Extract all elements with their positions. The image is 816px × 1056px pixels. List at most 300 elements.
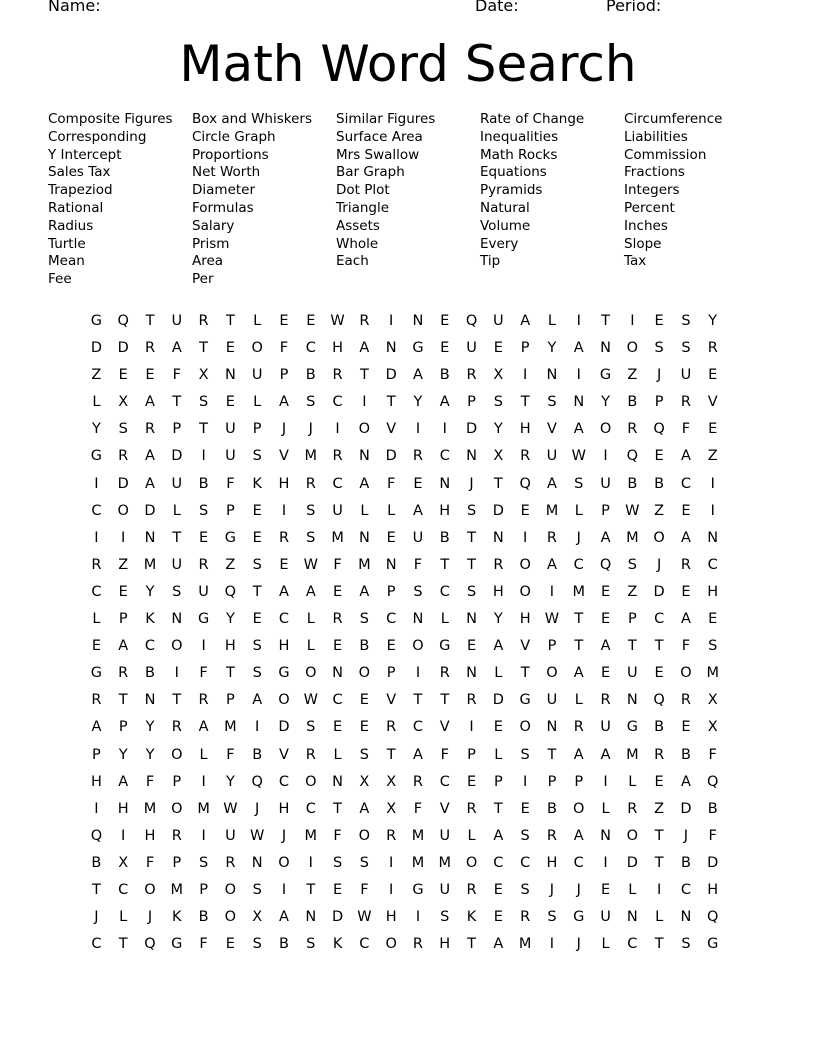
- grid-letter[interactable]: L: [172, 502, 181, 519]
- grid-letter[interactable]: O: [599, 421, 612, 438]
- grid-letter[interactable]: T: [467, 936, 476, 953]
- grid-letter[interactable]: P: [601, 502, 610, 519]
- grid-letter[interactable]: R: [359, 313, 370, 329]
- grid-letter[interactable]: B: [145, 665, 155, 682]
- grid-letter[interactable]: S: [627, 556, 637, 573]
- grid-letter[interactable]: K: [172, 909, 182, 926]
- grid-letter[interactable]: L: [655, 909, 664, 926]
- grid-letter[interactable]: U: [198, 583, 209, 600]
- grid-letter[interactable]: R: [144, 340, 156, 357]
- grid-letter[interactable]: U: [171, 313, 183, 329]
- grid-letter[interactable]: R: [412, 773, 423, 790]
- grid-letter[interactable]: O: [519, 583, 531, 600]
- grid-letter[interactable]: R: [680, 394, 691, 411]
- grid-letter[interactable]: S: [708, 638, 718, 655]
- grid-letter[interactable]: E: [466, 638, 477, 655]
- grid-letter[interactable]: L: [601, 936, 610, 953]
- grid-letter[interactable]: F: [145, 773, 155, 790]
- grid-letter[interactable]: Z: [627, 583, 638, 600]
- grid-letter[interactable]: L: [601, 800, 610, 817]
- grid-letter[interactable]: P: [199, 881, 208, 898]
- grid-letter[interactable]: N: [466, 665, 477, 682]
- grid-letter[interactable]: E: [681, 502, 691, 519]
- grid-letter[interactable]: E: [279, 556, 289, 573]
- grid-letter[interactable]: E: [440, 340, 450, 357]
- grid-letter[interactable]: U: [439, 881, 451, 898]
- grid-letter[interactable]: Y: [601, 394, 610, 411]
- grid-letter[interactable]: C: [332, 394, 343, 411]
- grid-letter[interactable]: J: [656, 367, 662, 384]
- grid-letter[interactable]: W: [250, 827, 265, 844]
- grid-letter[interactable]: R: [386, 719, 397, 736]
- grid-letter[interactable]: D: [117, 475, 129, 492]
- grid-letter[interactable]: V: [707, 394, 718, 411]
- grid-letter[interactable]: T: [547, 746, 557, 763]
- grid-letter[interactable]: J: [656, 556, 662, 573]
- grid-letter[interactable]: I: [656, 881, 662, 898]
- grid-letter[interactable]: I: [549, 583, 555, 600]
- grid-letter[interactable]: Y: [493, 421, 503, 438]
- grid-letter[interactable]: B: [198, 909, 209, 926]
- grid-letter[interactable]: M: [572, 583, 585, 600]
- grid-letter[interactable]: R: [305, 475, 316, 492]
- grid-letter[interactable]: I: [710, 502, 715, 519]
- grid-letter[interactable]: M: [438, 854, 452, 871]
- grid-letter[interactable]: C: [144, 638, 156, 655]
- grid-letter[interactable]: B: [680, 746, 691, 763]
- grid-letter[interactable]: R: [278, 529, 290, 546]
- grid-letter[interactable]: P: [279, 367, 289, 384]
- grid-letter[interactable]: S: [654, 340, 664, 357]
- grid-letter[interactable]: O: [278, 854, 290, 871]
- grid-letter[interactable]: U: [466, 340, 477, 357]
- grid-letter[interactable]: F: [386, 475, 396, 492]
- grid-letter[interactable]: R: [91, 556, 102, 573]
- grid-letter[interactable]: E: [681, 719, 691, 736]
- grid-letter[interactable]: P: [226, 692, 235, 709]
- grid-letter[interactable]: M: [411, 827, 425, 844]
- grid-letter[interactable]: F: [226, 746, 235, 763]
- grid-letter[interactable]: S: [198, 502, 209, 519]
- grid-letter[interactable]: R: [171, 719, 182, 736]
- grid-letter[interactable]: T: [145, 313, 155, 329]
- grid-letter[interactable]: I: [523, 529, 528, 546]
- grid-letter[interactable]: J: [576, 529, 581, 546]
- grid-letter[interactable]: B: [279, 936, 289, 953]
- grid-letter[interactable]: T: [520, 394, 530, 411]
- grid-letter[interactable]: A: [573, 665, 584, 682]
- grid-letter[interactable]: N: [546, 367, 558, 384]
- grid-letter[interactable]: J: [469, 475, 474, 492]
- grid-letter[interactable]: R: [466, 367, 477, 384]
- grid-letter[interactable]: A: [600, 746, 611, 763]
- grid-letter[interactable]: M: [358, 556, 371, 573]
- grid-letter[interactable]: L: [467, 827, 476, 844]
- grid-letter[interactable]: C: [439, 583, 450, 600]
- grid-letter[interactable]: H: [707, 881, 719, 898]
- grid-letter[interactable]: S: [520, 881, 530, 898]
- grid-letter[interactable]: Q: [144, 936, 156, 953]
- grid-letter[interactable]: I: [201, 638, 206, 655]
- grid-letter[interactable]: E: [225, 394, 235, 411]
- grid-letter[interactable]: G: [90, 665, 103, 682]
- grid-letter[interactable]: I: [335, 421, 340, 438]
- grid-letter[interactable]: L: [440, 611, 449, 628]
- grid-letter[interactable]: E: [654, 448, 664, 465]
- grid-letter[interactable]: S: [252, 881, 262, 898]
- grid-letter[interactable]: Q: [519, 475, 531, 492]
- grid-letter[interactable]: F: [440, 746, 449, 763]
- grid-letter[interactable]: R: [466, 800, 477, 817]
- grid-letter[interactable]: O: [278, 692, 290, 709]
- grid-letter[interactable]: V: [386, 421, 397, 438]
- grid-letter[interactable]: I: [121, 529, 126, 546]
- grid-letter[interactable]: R: [654, 746, 665, 763]
- grid-letter[interactable]: C: [520, 854, 531, 871]
- grid-letter[interactable]: V: [546, 421, 557, 438]
- grid-letter[interactable]: C: [680, 475, 691, 492]
- grid-letter[interactable]: G: [90, 448, 103, 465]
- grid-letter[interactable]: S: [547, 394, 557, 411]
- grid-letter[interactable]: U: [546, 448, 558, 465]
- grid-letter[interactable]: A: [279, 909, 289, 926]
- grid-letter[interactable]: Q: [653, 692, 665, 709]
- grid-letter[interactable]: I: [469, 719, 474, 736]
- grid-letter[interactable]: C: [654, 611, 665, 628]
- grid-letter[interactable]: D: [144, 502, 156, 519]
- grid-letter[interactable]: T: [654, 638, 664, 655]
- grid-letter[interactable]: S: [547, 909, 557, 926]
- grid-letter[interactable]: B: [252, 746, 263, 763]
- grid-letter[interactable]: D: [385, 367, 397, 384]
- grid-letter[interactable]: Z: [118, 556, 129, 573]
- grid-letter[interactable]: N: [600, 340, 611, 357]
- grid-letter[interactable]: Q: [707, 909, 719, 926]
- grid-letter[interactable]: N: [385, 340, 397, 357]
- grid-letter[interactable]: S: [306, 394, 316, 411]
- grid-letter[interactable]: H: [278, 638, 290, 655]
- grid-letter[interactable]: A: [279, 394, 289, 411]
- grid-letter[interactable]: C: [573, 854, 584, 871]
- grid-letter[interactable]: R: [680, 556, 691, 573]
- grid-letter[interactable]: A: [520, 313, 531, 329]
- grid-letter[interactable]: P: [467, 394, 476, 411]
- grid-letter[interactable]: T: [574, 611, 584, 628]
- grid-letter[interactable]: T: [654, 827, 664, 844]
- grid-letter[interactable]: M: [331, 529, 344, 546]
- grid-letter[interactable]: I: [549, 936, 555, 953]
- grid-letter[interactable]: O: [519, 719, 531, 736]
- grid-letter[interactable]: U: [546, 692, 558, 709]
- grid-letter[interactable]: T: [118, 936, 128, 953]
- grid-letter[interactable]: N: [412, 313, 424, 329]
- grid-letter[interactable]: L: [494, 665, 503, 682]
- grid-letter[interactable]: A: [145, 448, 155, 465]
- grid-letter[interactable]: A: [145, 394, 155, 411]
- grid-letter[interactable]: Q: [465, 313, 478, 329]
- grid-letter[interactable]: N: [626, 909, 638, 926]
- grid-letter[interactable]: N: [412, 611, 424, 628]
- grid-letter[interactable]: N: [680, 909, 692, 926]
- grid-letter[interactable]: R: [144, 421, 156, 438]
- grid-letter[interactable]: O: [680, 665, 692, 682]
- grid-letter[interactable]: V: [520, 638, 531, 655]
- grid-letter[interactable]: A: [279, 583, 289, 600]
- grid-letter[interactable]: I: [415, 665, 421, 682]
- grid-letter[interactable]: S: [440, 909, 450, 926]
- grid-letter[interactable]: R: [412, 936, 423, 953]
- grid-letter[interactable]: H: [144, 827, 156, 844]
- grid-letter[interactable]: I: [523, 773, 528, 790]
- grid-letter[interactable]: D: [626, 854, 638, 871]
- grid-letter[interactable]: T: [467, 529, 476, 546]
- grid-letter[interactable]: C: [386, 611, 397, 628]
- grid-letter[interactable]: I: [94, 475, 99, 492]
- grid-letter[interactable]: L: [360, 502, 369, 519]
- grid-letter[interactable]: A: [359, 475, 370, 492]
- grid-letter[interactable]: E: [359, 692, 369, 709]
- grid-letter[interactable]: R: [118, 448, 129, 465]
- grid-letter[interactable]: T: [413, 692, 423, 709]
- grid-letter[interactable]: C: [91, 936, 102, 953]
- grid-letter[interactable]: T: [601, 313, 610, 329]
- grid-letter[interactable]: D: [492, 502, 504, 519]
- grid-letter[interactable]: R: [627, 800, 638, 817]
- grid-letter[interactable]: I: [389, 881, 394, 898]
- grid-letter[interactable]: F: [708, 746, 717, 763]
- grid-letter[interactable]: Y: [413, 394, 423, 411]
- grid-letter[interactable]: S: [306, 936, 316, 953]
- grid-letter[interactable]: B: [546, 800, 557, 817]
- grid-letter[interactable]: A: [573, 746, 584, 763]
- grid-letter[interactable]: T: [520, 665, 530, 682]
- grid-letter[interactable]: R: [332, 448, 343, 465]
- grid-letter[interactable]: T: [574, 638, 584, 655]
- grid-letter[interactable]: U: [171, 556, 183, 573]
- grid-letter[interactable]: T: [225, 313, 235, 329]
- grid-letter[interactable]: C: [680, 881, 691, 898]
- grid-letter[interactable]: P: [118, 719, 128, 736]
- grid-letter[interactable]: F: [413, 556, 423, 573]
- grid-letter[interactable]: B: [707, 800, 718, 817]
- grid-letter[interactable]: S: [306, 502, 316, 519]
- grid-letter[interactable]: O: [573, 800, 585, 817]
- grid-letter[interactable]: E: [654, 773, 664, 790]
- grid-letter[interactable]: C: [707, 556, 718, 573]
- grid-letter[interactable]: D: [465, 421, 478, 438]
- grid-letter[interactable]: C: [91, 502, 102, 519]
- grid-letter[interactable]: M: [304, 827, 318, 844]
- grid-letter[interactable]: M: [143, 556, 157, 573]
- grid-letter[interactable]: A: [680, 529, 691, 546]
- grid-letter[interactable]: C: [439, 773, 450, 790]
- grid-letter[interactable]: Q: [653, 421, 665, 438]
- grid-letter[interactable]: P: [118, 611, 128, 628]
- grid-letter[interactable]: S: [466, 502, 477, 519]
- grid-letter[interactable]: N: [224, 367, 236, 384]
- grid-letter[interactable]: N: [492, 529, 504, 546]
- grid-letter[interactable]: G: [707, 936, 719, 953]
- grid-letter[interactable]: X: [386, 800, 397, 817]
- grid-letter[interactable]: O: [653, 529, 665, 546]
- grid-letter[interactable]: E: [440, 313, 450, 329]
- grid-letter[interactable]: A: [305, 583, 316, 600]
- grid-letter[interactable]: P: [386, 583, 396, 600]
- grid-letter[interactable]: Z: [225, 556, 236, 573]
- grid-letter[interactable]: E: [359, 719, 369, 736]
- grid-letter[interactable]: R: [520, 448, 531, 465]
- grid-letter[interactable]: B: [439, 529, 450, 546]
- grid-letter[interactable]: C: [332, 475, 343, 492]
- grid-letter[interactable]: R: [305, 746, 316, 763]
- grid-letter[interactable]: S: [681, 936, 691, 953]
- grid-letter[interactable]: G: [278, 665, 290, 682]
- grid-letter[interactable]: L: [306, 611, 315, 628]
- grid-letter[interactable]: H: [546, 854, 558, 871]
- grid-letter[interactable]: M: [626, 746, 639, 763]
- grid-letter[interactable]: E: [332, 881, 343, 898]
- grid-letter[interactable]: N: [144, 692, 156, 709]
- grid-letter[interactable]: O: [171, 800, 183, 817]
- grid-letter[interactable]: E: [252, 529, 262, 546]
- grid-letter[interactable]: S: [252, 556, 262, 573]
- grid-letter[interactable]: T: [172, 692, 182, 709]
- grid-letter[interactable]: H: [90, 773, 102, 790]
- grid-letter[interactable]: Q: [117, 313, 129, 329]
- grid-letter[interactable]: E: [252, 611, 262, 628]
- grid-letter[interactable]: S: [520, 827, 530, 844]
- grid-letter[interactable]: B: [627, 475, 638, 492]
- grid-letter[interactable]: E: [466, 773, 477, 790]
- grid-letter[interactable]: Z: [654, 502, 665, 519]
- grid-letter[interactable]: G: [412, 340, 424, 357]
- grid-letter[interactable]: T: [91, 881, 101, 898]
- grid-letter[interactable]: A: [600, 638, 611, 655]
- grid-letter[interactable]: I: [281, 502, 287, 519]
- grid-letter[interactable]: K: [252, 475, 262, 492]
- grid-letter[interactable]: X: [707, 719, 718, 736]
- grid-letter[interactable]: R: [573, 719, 584, 736]
- grid-letter[interactable]: D: [492, 692, 504, 709]
- grid-letter[interactable]: E: [332, 719, 343, 736]
- grid-letter[interactable]: E: [279, 313, 289, 329]
- grid-letter[interactable]: O: [358, 665, 371, 682]
- grid-letter[interactable]: T: [118, 692, 128, 709]
- grid-letter[interactable]: J: [281, 827, 287, 844]
- grid-letter[interactable]: G: [573, 909, 585, 926]
- grid-letter[interactable]: E: [225, 936, 235, 953]
- grid-letter[interactable]: A: [573, 421, 584, 438]
- grid-letter[interactable]: F: [333, 827, 342, 844]
- grid-letter[interactable]: E: [681, 583, 691, 600]
- grid-letter[interactable]: T: [306, 881, 316, 898]
- grid-letter[interactable]: N: [358, 448, 370, 465]
- grid-letter[interactable]: M: [304, 448, 318, 465]
- grid-letter[interactable]: A: [680, 611, 691, 628]
- grid-letter[interactable]: Q: [626, 448, 639, 465]
- grid-letter[interactable]: T: [627, 638, 637, 655]
- grid-letter[interactable]: Q: [251, 773, 263, 790]
- grid-letter[interactable]: T: [440, 556, 450, 573]
- grid-letter[interactable]: I: [389, 854, 394, 871]
- grid-letter[interactable]: R: [412, 448, 423, 465]
- grid-letter[interactable]: T: [252, 583, 262, 600]
- grid-letter[interactable]: O: [546, 665, 558, 682]
- grid-letter[interactable]: C: [278, 611, 290, 628]
- grid-letter[interactable]: A: [413, 367, 423, 384]
- grid-letter[interactable]: G: [519, 692, 531, 709]
- grid-letter[interactable]: P: [172, 421, 182, 438]
- grid-letter[interactable]: E: [386, 529, 396, 546]
- grid-letter[interactable]: L: [92, 394, 101, 411]
- grid-letter[interactable]: S: [252, 665, 262, 682]
- grid-letter[interactable]: H: [439, 936, 451, 953]
- grid-letter[interactable]: U: [171, 475, 183, 492]
- grid-letter[interactable]: A: [359, 583, 370, 600]
- grid-letter[interactable]: J: [576, 936, 581, 953]
- grid-letter[interactable]: Y: [225, 611, 235, 628]
- grid-letter[interactable]: A: [118, 638, 129, 655]
- grid-letter[interactable]: L: [333, 746, 342, 763]
- grid-letter[interactable]: A: [600, 529, 611, 546]
- grid-letter[interactable]: E: [493, 881, 503, 898]
- grid-letter[interactable]: S: [413, 583, 423, 600]
- grid-letter[interactable]: T: [654, 936, 664, 953]
- grid-letter[interactable]: U: [600, 475, 611, 492]
- grid-letter[interactable]: C: [332, 692, 343, 709]
- grid-letter[interactable]: Z: [91, 367, 102, 384]
- grid-letter[interactable]: E: [600, 583, 611, 600]
- grid-letter[interactable]: T: [333, 800, 342, 817]
- grid-letter[interactable]: U: [251, 367, 263, 384]
- grid-letter[interactable]: R: [332, 367, 343, 384]
- grid-letter[interactable]: Y: [145, 719, 155, 736]
- grid-letter[interactable]: W: [357, 909, 372, 926]
- grid-letter[interactable]: P: [92, 746, 101, 763]
- grid-letter[interactable]: S: [681, 313, 691, 329]
- grid-letter[interactable]: B: [91, 854, 102, 871]
- grid-letter[interactable]: F: [681, 421, 691, 438]
- grid-letter[interactable]: I: [255, 719, 260, 736]
- grid-letter[interactable]: B: [305, 367, 316, 384]
- grid-letter[interactable]: I: [603, 448, 608, 465]
- grid-letter[interactable]: A: [359, 800, 370, 817]
- grid-letter[interactable]: E: [520, 800, 530, 817]
- grid-letter[interactable]: H: [439, 502, 451, 519]
- grid-letter[interactable]: Z: [654, 800, 665, 817]
- grid-letter[interactable]: S: [252, 638, 262, 655]
- grid-letter[interactable]: A: [171, 340, 182, 357]
- grid-letter[interactable]: C: [305, 340, 316, 357]
- grid-letter[interactable]: Y: [145, 583, 155, 600]
- grid-letter[interactable]: B: [439, 367, 450, 384]
- grid-letter[interactable]: W: [625, 502, 640, 519]
- grid-letter[interactable]: O: [251, 340, 263, 357]
- grid-letter[interactable]: M: [411, 854, 425, 871]
- grid-letter[interactable]: Q: [90, 827, 103, 844]
- grid-letter[interactable]: E: [145, 367, 155, 384]
- grid-letter[interactable]: D: [707, 854, 719, 871]
- grid-letter[interactable]: S: [359, 746, 369, 763]
- grid-letter[interactable]: B: [627, 394, 638, 411]
- grid-letter[interactable]: C: [118, 881, 129, 898]
- grid-letter[interactable]: S: [681, 340, 691, 357]
- grid-letter[interactable]: B: [680, 854, 691, 871]
- grid-letter[interactable]: U: [225, 827, 236, 844]
- grid-letter[interactable]: M: [518, 936, 532, 953]
- grid-letter[interactable]: J: [683, 827, 689, 844]
- grid-letter[interactable]: T: [225, 665, 235, 682]
